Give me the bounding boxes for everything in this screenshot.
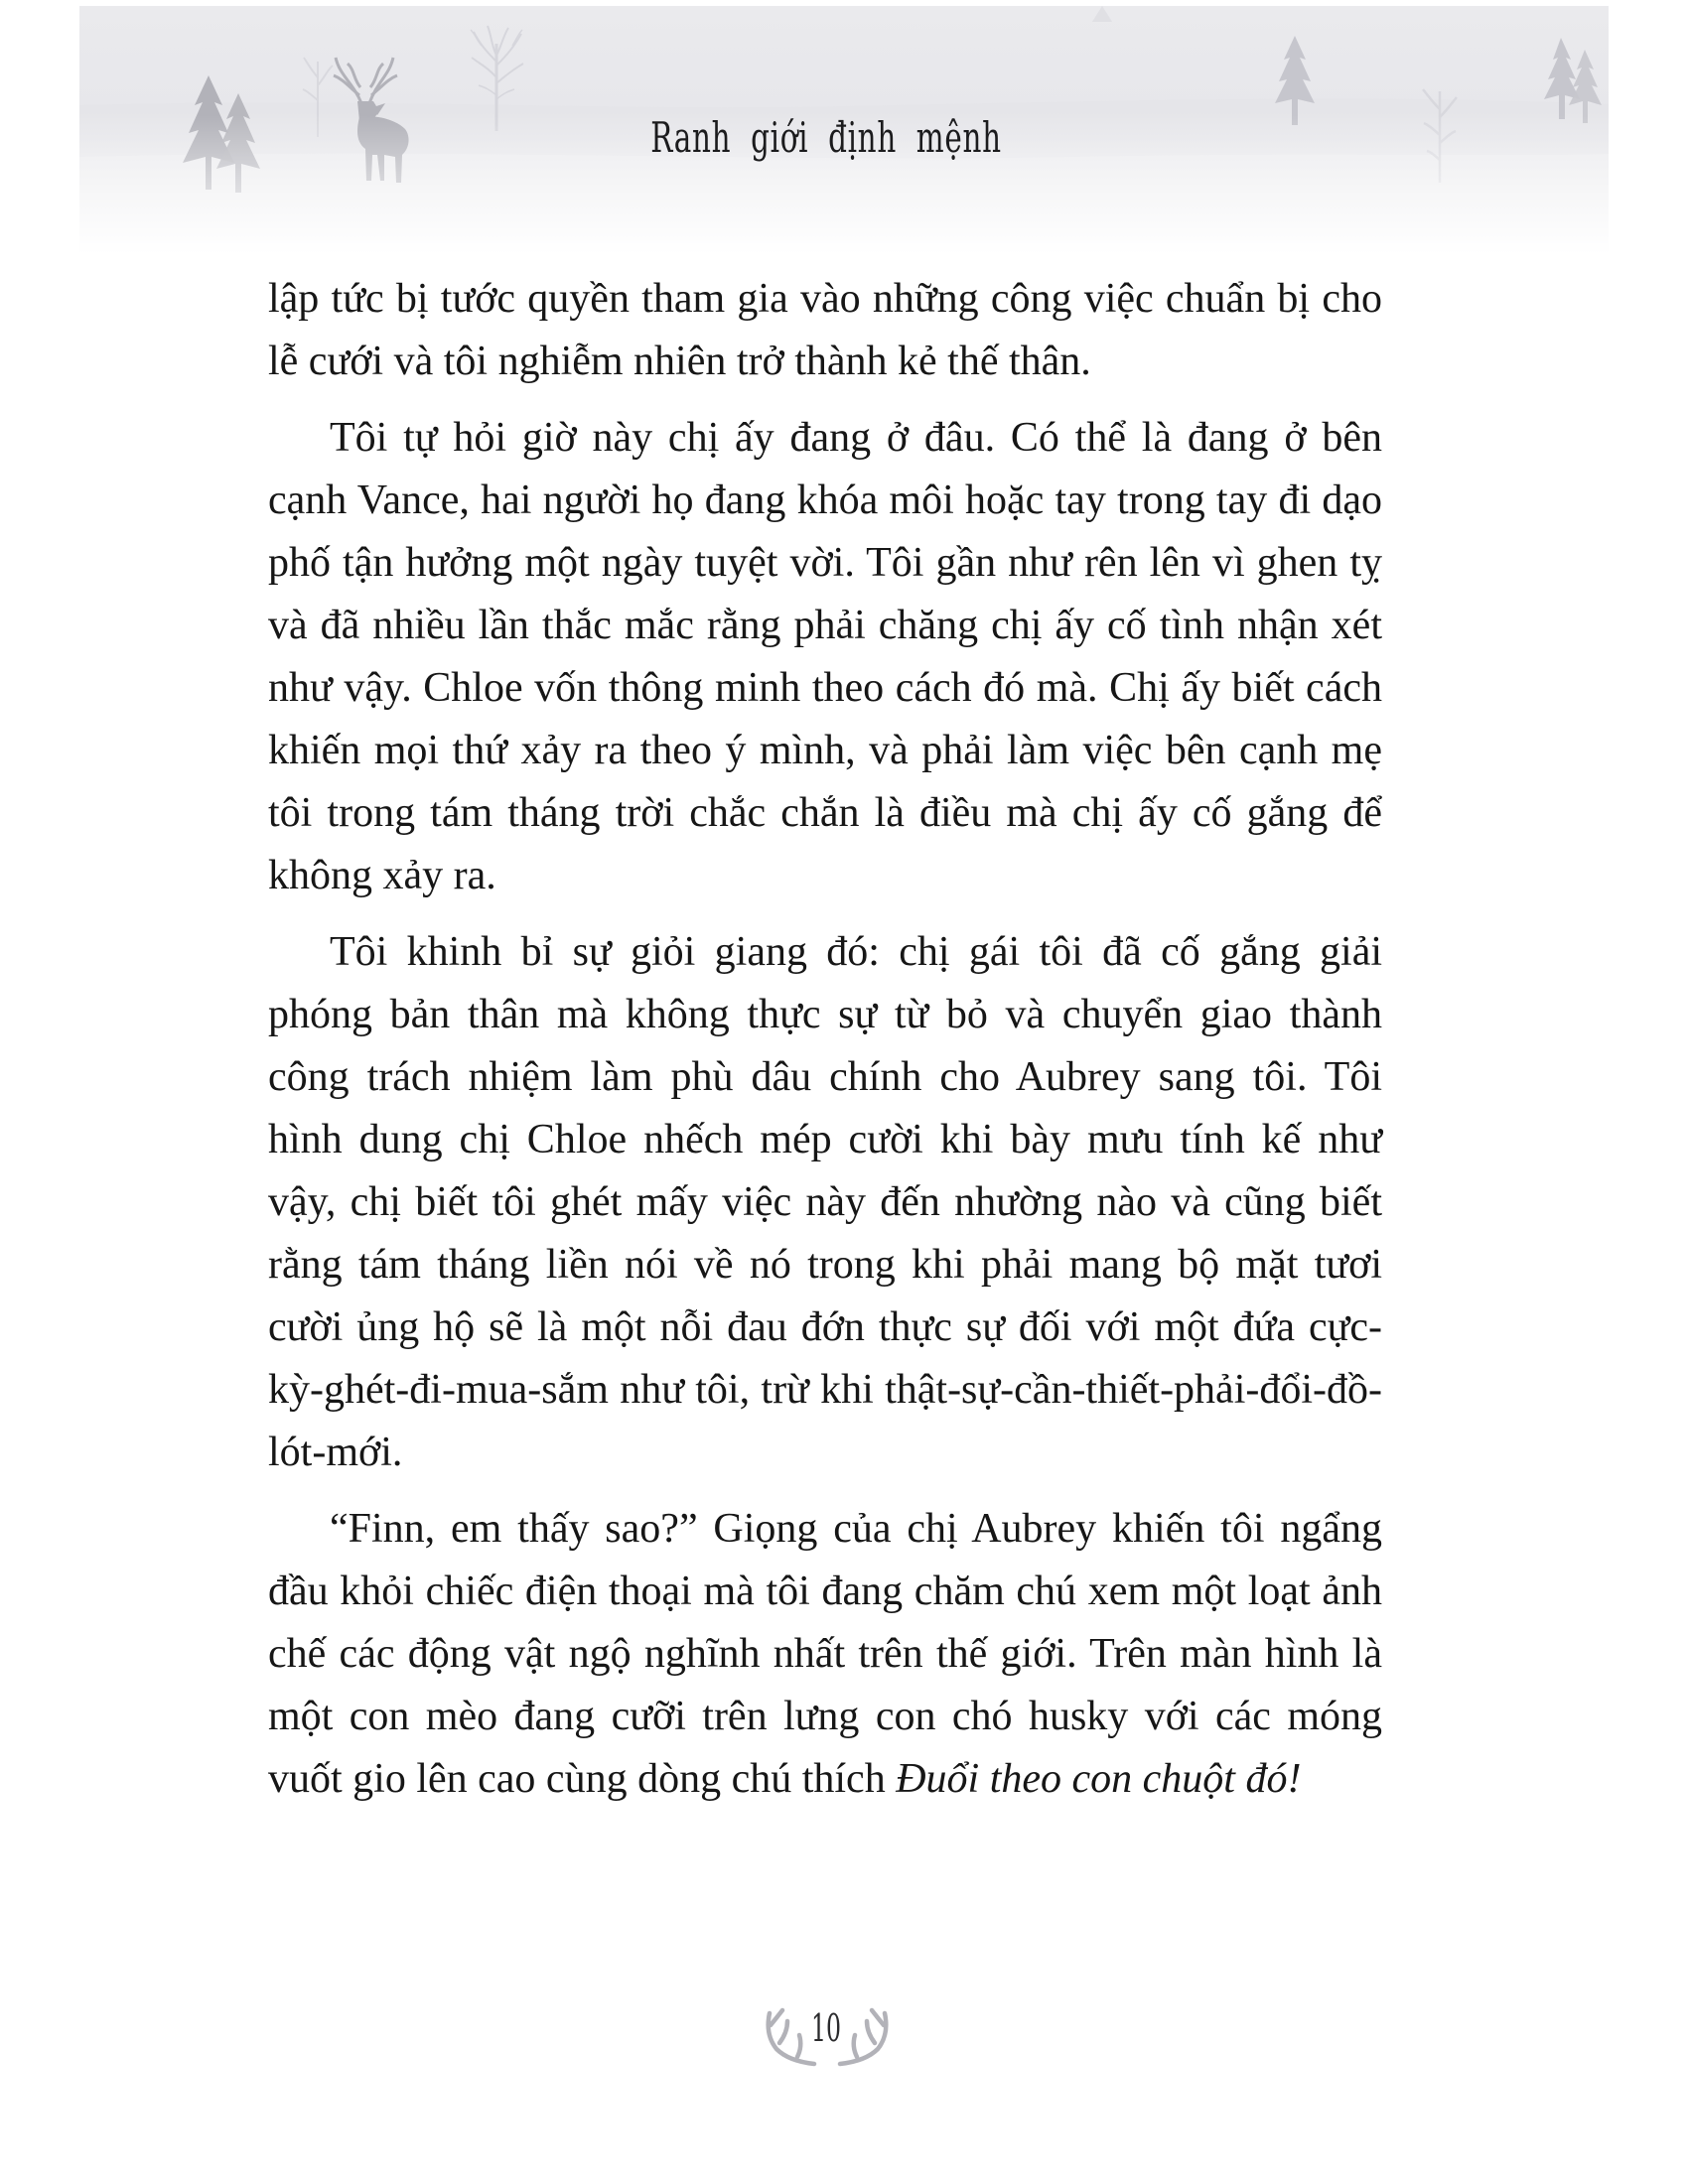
paragraph: Tôi khinh bỉ sự giỏi giang đó: chị gái tôi đã cố gắng giải phóng bản thân mà không thực sự từ bỏ và chuyển giao thành công trách nhiệm làm phù dâu chính cho Aubrey sang tôi. Tôi hình dung chị Chloe nhếch mép cười khi bày mưu tính kế như vậy, chị biết tôi ghét mấy việc này đến nhường nào và cũng biết rằng tám tháng liền nói về nó trong khi phải mang bộ mặt tươi cười ủng hộ sẽ là một nỗi đau đớn thực sự đối với một đứa cực-kỳ-ghét-đi-mua-sắm như tôi, trừ khi thật-sự-cần-thiết-phải-đổi-đồ-lót-mới. <box>268 929 1382 1475</box>
body-text <box>268 268 1382 1825</box>
italic-caption-text: Đuổi theo con chuột đó! <box>896 1756 1302 1802</box>
paragraph: lập tức bị tước quyền tham gia vào những công việc chuẩn bị cho lễ cưới và tôi nghiễm nhiên trở thành kẻ thế thân. <box>268 276 1382 384</box>
running-head-title: Ranh giới định mệnh <box>650 113 1002 162</box>
paragraph: “Finn, em thấy sao?” Giọng của chị Aubrey khiến tôi ngẩng đầu khỏi chiếc điện thoại mà tôi đang chăm chú xem một loạt ảnh chế các động vật ngộ nghĩnh nhất trên thế giới. Trên màn hình là một con mèo đang cưỡi trên lưng con chó husky với các móng vuốt gio lên cao cùng dòng chú thích Đuổi theo con chuột đó! <box>268 1506 1382 1802</box>
paragraph: Tôi tự hỏi giờ này chị ấy đang ở đâu. Có thể là đang ở bên cạnh Vance, hai người họ đang khóa môi hoặc tay trong tay đi dạo phố tận hưởng một ngày tuyệt vời. Tôi gần như rên lên vì ghen tỵ và đã nhiều lần thắc mắc rằng phải chăng chị ấy cố tình nhận xét như vậy. Chloe vốn thông minh theo cách đó mà. Chị ấy biết cách khiến mọi thứ xảy ra theo ý mình, và phải làm việc bên cạnh mẹ tôi trong tám tháng trời chắc chắn là điều mà chị ấy cố gắng để không xảy ra. <box>268 415 1382 898</box>
page-number: 10 <box>811 2006 841 2050</box>
